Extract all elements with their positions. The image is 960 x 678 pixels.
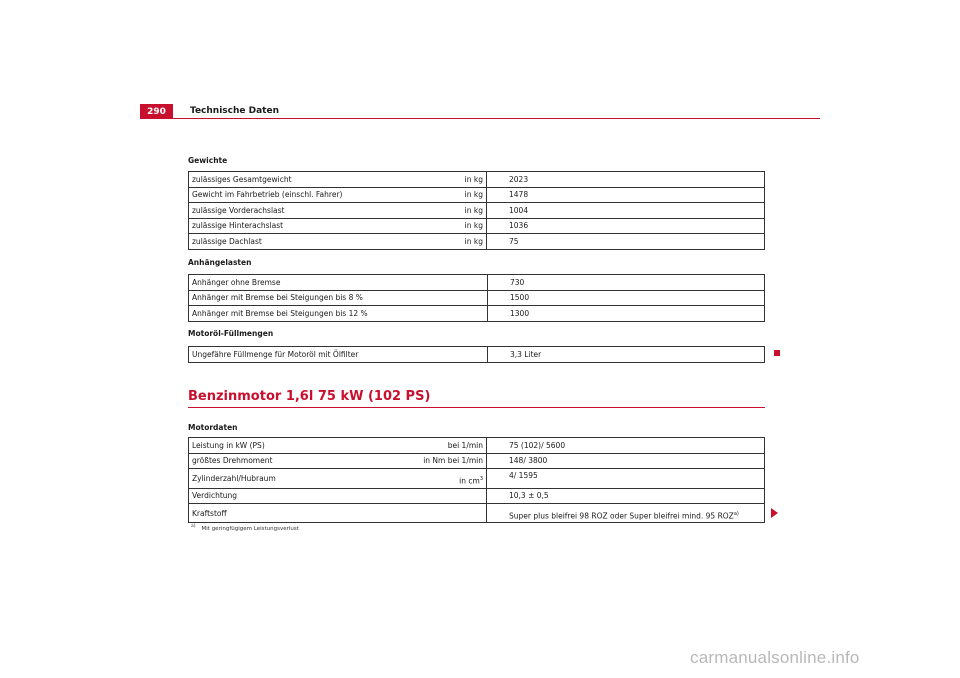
section-label-motoroel: Motoröl-Füllmengen xyxy=(188,329,274,338)
section-label-anhaengelasten: Anhängelasten xyxy=(188,258,252,267)
row-label: zulässiges Gesamtgewicht xyxy=(192,174,292,184)
table-motoroel xyxy=(188,346,765,363)
row-unit: bei 1/min xyxy=(395,438,487,454)
watermark: carmanualsonline.info xyxy=(690,648,860,667)
row-unit xyxy=(395,488,487,504)
row-label: zulässige Dachlast xyxy=(189,234,396,250)
row-unit: in kg xyxy=(395,203,487,219)
row-value: 75 xyxy=(487,234,765,250)
row-unit xyxy=(395,469,487,489)
row-value: 1500 xyxy=(488,290,765,306)
heading-rule xyxy=(188,407,765,408)
row-value xyxy=(487,504,765,523)
row-label: Ungefähre Füllmenge für Motoröl mit Ölfilter xyxy=(189,347,488,363)
row-value: 3,3 Liter xyxy=(510,349,542,359)
row-label: Kraftstoff xyxy=(189,504,396,523)
table-row xyxy=(189,453,765,469)
table-row xyxy=(189,172,765,188)
row-label: Verdichtung xyxy=(189,488,396,504)
table-gewichte xyxy=(188,171,765,250)
table-row xyxy=(189,347,765,363)
table-row xyxy=(189,488,765,504)
row-unit: in kg xyxy=(395,234,487,250)
table-row xyxy=(189,469,765,489)
page-number: 290 xyxy=(140,104,173,119)
row-unit: in kg xyxy=(395,218,487,234)
footnote-mark: a) xyxy=(191,524,196,529)
table-row xyxy=(189,275,765,291)
row-label: Leistung in kW (PS) xyxy=(192,440,265,450)
row-value: 730 xyxy=(510,277,525,287)
footnote-text: Mit geringfügigem Leistungsverlust xyxy=(201,525,299,532)
row-label: Zylinderzahl/Hubraum xyxy=(189,469,396,489)
row-label: Anhänger mit Bremse bei Steigungen bis 8 % xyxy=(189,290,488,306)
table-row xyxy=(189,290,765,306)
row-label: größtes Drehmoment xyxy=(189,453,396,469)
unit-text: in cm xyxy=(459,476,480,486)
row-label: Gewicht im Fahrbetrieb (einschl. Fahrer) xyxy=(189,187,396,203)
row-value: 4/ 1595 xyxy=(487,469,765,489)
row-unit: in Nm bei 1/min xyxy=(395,453,487,469)
table-row xyxy=(189,234,765,250)
footnote xyxy=(191,524,299,532)
table-row xyxy=(189,504,765,523)
table-motordaten xyxy=(188,437,765,523)
row-value: 1478 xyxy=(487,187,765,203)
row-value: 2023 xyxy=(509,174,529,184)
row-value: 1300 xyxy=(488,306,765,322)
row-label: zulässige Vorderachslast xyxy=(189,203,396,219)
table-row xyxy=(189,187,765,203)
section-label-gewichte: Gewichte xyxy=(188,156,228,165)
section-label-motordaten: Motordaten xyxy=(188,423,238,432)
page-title: Technische Daten xyxy=(190,106,279,116)
table-row xyxy=(189,438,765,454)
value-superscript: a) xyxy=(733,510,739,517)
row-label: Anhänger mit Bremse bei Steigungen bis 12 % xyxy=(189,306,488,322)
row-value: 10,3 ± 0,5 xyxy=(487,488,765,504)
table-row xyxy=(189,203,765,219)
row-unit xyxy=(395,504,487,523)
continue-arrow-icon xyxy=(771,508,778,518)
row-label: Anhänger ohne Bremse xyxy=(189,275,488,291)
engine-heading: Benzinmotor 1,6l 75 kW (102 PS) xyxy=(188,389,431,404)
row-value: 75 (102)/ 5600 xyxy=(509,440,566,450)
row-value: 1036 xyxy=(487,218,765,234)
table-anhaengelasten xyxy=(188,274,765,322)
header-rule xyxy=(140,118,820,119)
row-value: 148/ 3800 xyxy=(487,453,765,469)
row-label: zulässige Hinterachslast xyxy=(189,218,396,234)
row-value: 1004 xyxy=(487,203,765,219)
table-row xyxy=(189,218,765,234)
section-end-marker xyxy=(774,350,780,356)
row-unit: in kg xyxy=(395,187,487,203)
table-row xyxy=(189,306,765,322)
row-unit: in kg xyxy=(395,172,487,188)
unit-superscript: 3 xyxy=(479,476,483,482)
value-text: Super plus bleifrei 98 ROZ oder Super bleifrei mind. 95 ROZ xyxy=(509,511,734,520)
